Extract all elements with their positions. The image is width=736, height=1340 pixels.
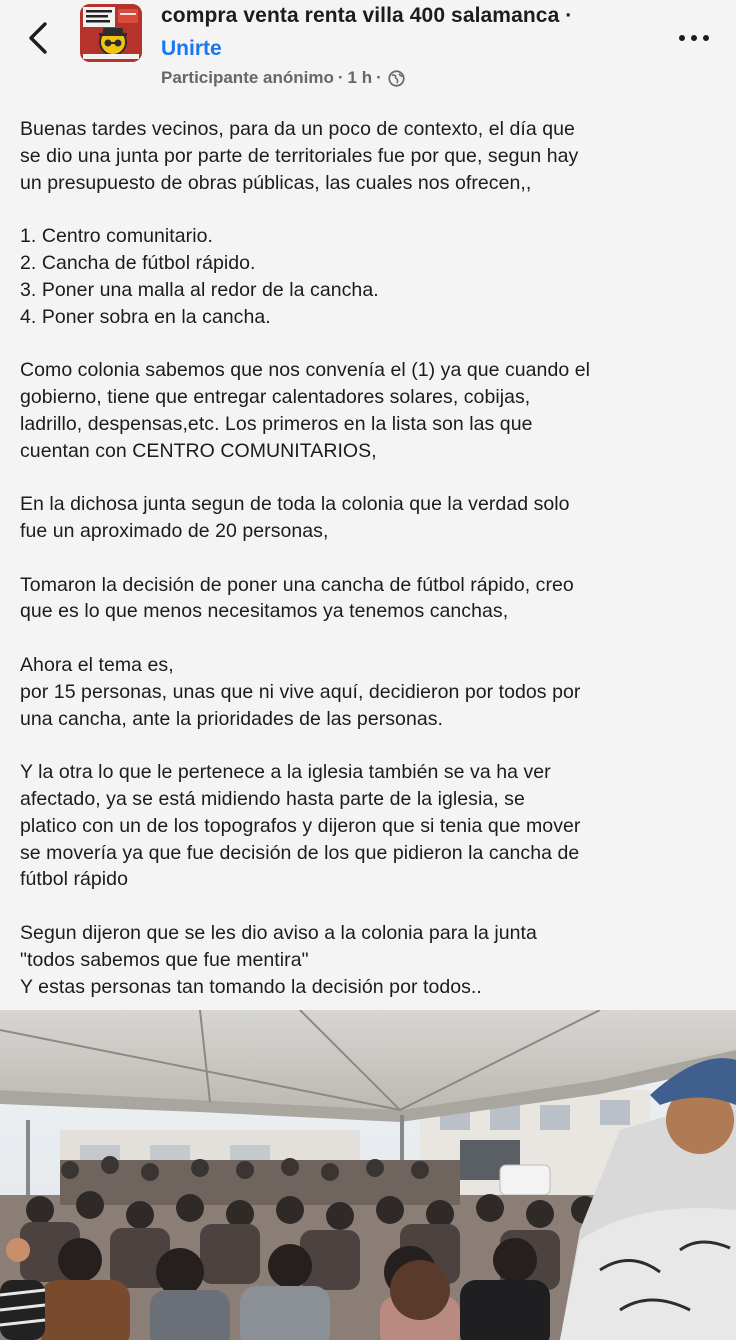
paragraph-gap bbox=[20, 330, 720, 357]
author-name[interactable]: Participante anónimo bbox=[161, 68, 334, 87]
paragraph-gap bbox=[20, 464, 720, 491]
post-text-line: Y estas personas tan tomando la decisión por todos.. bbox=[20, 975, 482, 998]
post-text-line: gobierno, tiene que entregar calentadores solares, cobijas, bbox=[20, 385, 531, 408]
post-text-line: una cancha, ante la prioridades de las personas. bbox=[20, 707, 444, 730]
more-options-icon[interactable] bbox=[676, 26, 712, 50]
post-photo[interactable] bbox=[0, 1010, 736, 1340]
post-body bbox=[20, 116, 720, 1000]
post-text-line: En la dichosa junta segun de toda la colonia que la verdad solo bbox=[20, 493, 570, 516]
post-meta bbox=[161, 68, 405, 88]
post-text-line: 1. Centro comunitario. bbox=[20, 225, 213, 248]
post-text-line: afectado, ya se está midiendo hasta parte de la iglesia, se bbox=[20, 787, 525, 810]
paragraph-gap bbox=[20, 545, 720, 572]
post-text-line: por 15 personas, unas que ni vive aquí, decidieron por todos por bbox=[20, 680, 581, 703]
post-text-line: Buenas tardes vecinos, para da un poco de contexto, el día que bbox=[20, 118, 575, 140]
group-avatar[interactable] bbox=[80, 4, 142, 62]
post-text-line: Segun dijeron que se les dio aviso a la colonia para la junta bbox=[20, 921, 537, 944]
meta-separator: · bbox=[337, 68, 344, 87]
post-header bbox=[0, 0, 736, 100]
join-group-link[interactable]: Unirte bbox=[161, 37, 222, 60]
paragraph-gap bbox=[20, 893, 720, 920]
back-chevron-icon[interactable] bbox=[22, 18, 56, 58]
post-text-line: que es lo que menos necesitamos ya tenemos canchas, bbox=[20, 600, 509, 623]
paragraph-gap bbox=[20, 732, 720, 759]
post-text-line: platico con un de los topografos y dijeron que si tenia que mover bbox=[20, 814, 581, 837]
globe-icon bbox=[388, 70, 405, 87]
post-text-line: Ahora el tema es, bbox=[20, 653, 174, 676]
post-text-line: se movería ya que fue decisión de los que pidieron la cancha de bbox=[20, 841, 580, 864]
post-time[interactable]: 1 h bbox=[347, 68, 373, 87]
post-text-line: fue un aproximado de 20 personas, bbox=[20, 519, 329, 542]
post-text-line: un presupuesto de obras públicas, las cuales nos ofrecen,, bbox=[20, 171, 532, 194]
group-name[interactable]: compra venta renta villa 400 salamanca · bbox=[161, 4, 573, 27]
paragraph-gap bbox=[20, 625, 720, 652]
post-text-line: 2. Cancha de fútbol rápido. bbox=[20, 251, 256, 274]
post-text-line: ladrillo, despensas,etc. Los primeros en la lista son las que bbox=[20, 412, 533, 435]
post-text-line: se dio una junta por parte de territoriales fue por que, segun hay bbox=[20, 144, 579, 167]
meta-separator: · bbox=[376, 68, 382, 87]
post-text-line: "todos sabemos que fue mentira" bbox=[20, 948, 309, 971]
post-text-line: 4. Poner sobra en la cancha. bbox=[20, 305, 271, 328]
post-text-line: cuentan con CENTRO COMUNITARIOS, bbox=[20, 439, 377, 462]
post-text-line: 3. Poner una malla al redor de la cancha. bbox=[20, 278, 379, 301]
post-text-line: Como colonia sabemos que nos convenía el (1) ya que cuando el bbox=[20, 359, 590, 382]
post-text-line: Tomaron la decisión de poner una cancha de fútbol rápido, creo bbox=[20, 573, 574, 596]
post-text-line: Y la otra lo que le pertenece a la iglesia también se va ha ver bbox=[20, 761, 551, 784]
post-text-line: fútbol rápido bbox=[20, 868, 128, 891]
paragraph-gap bbox=[20, 196, 720, 223]
